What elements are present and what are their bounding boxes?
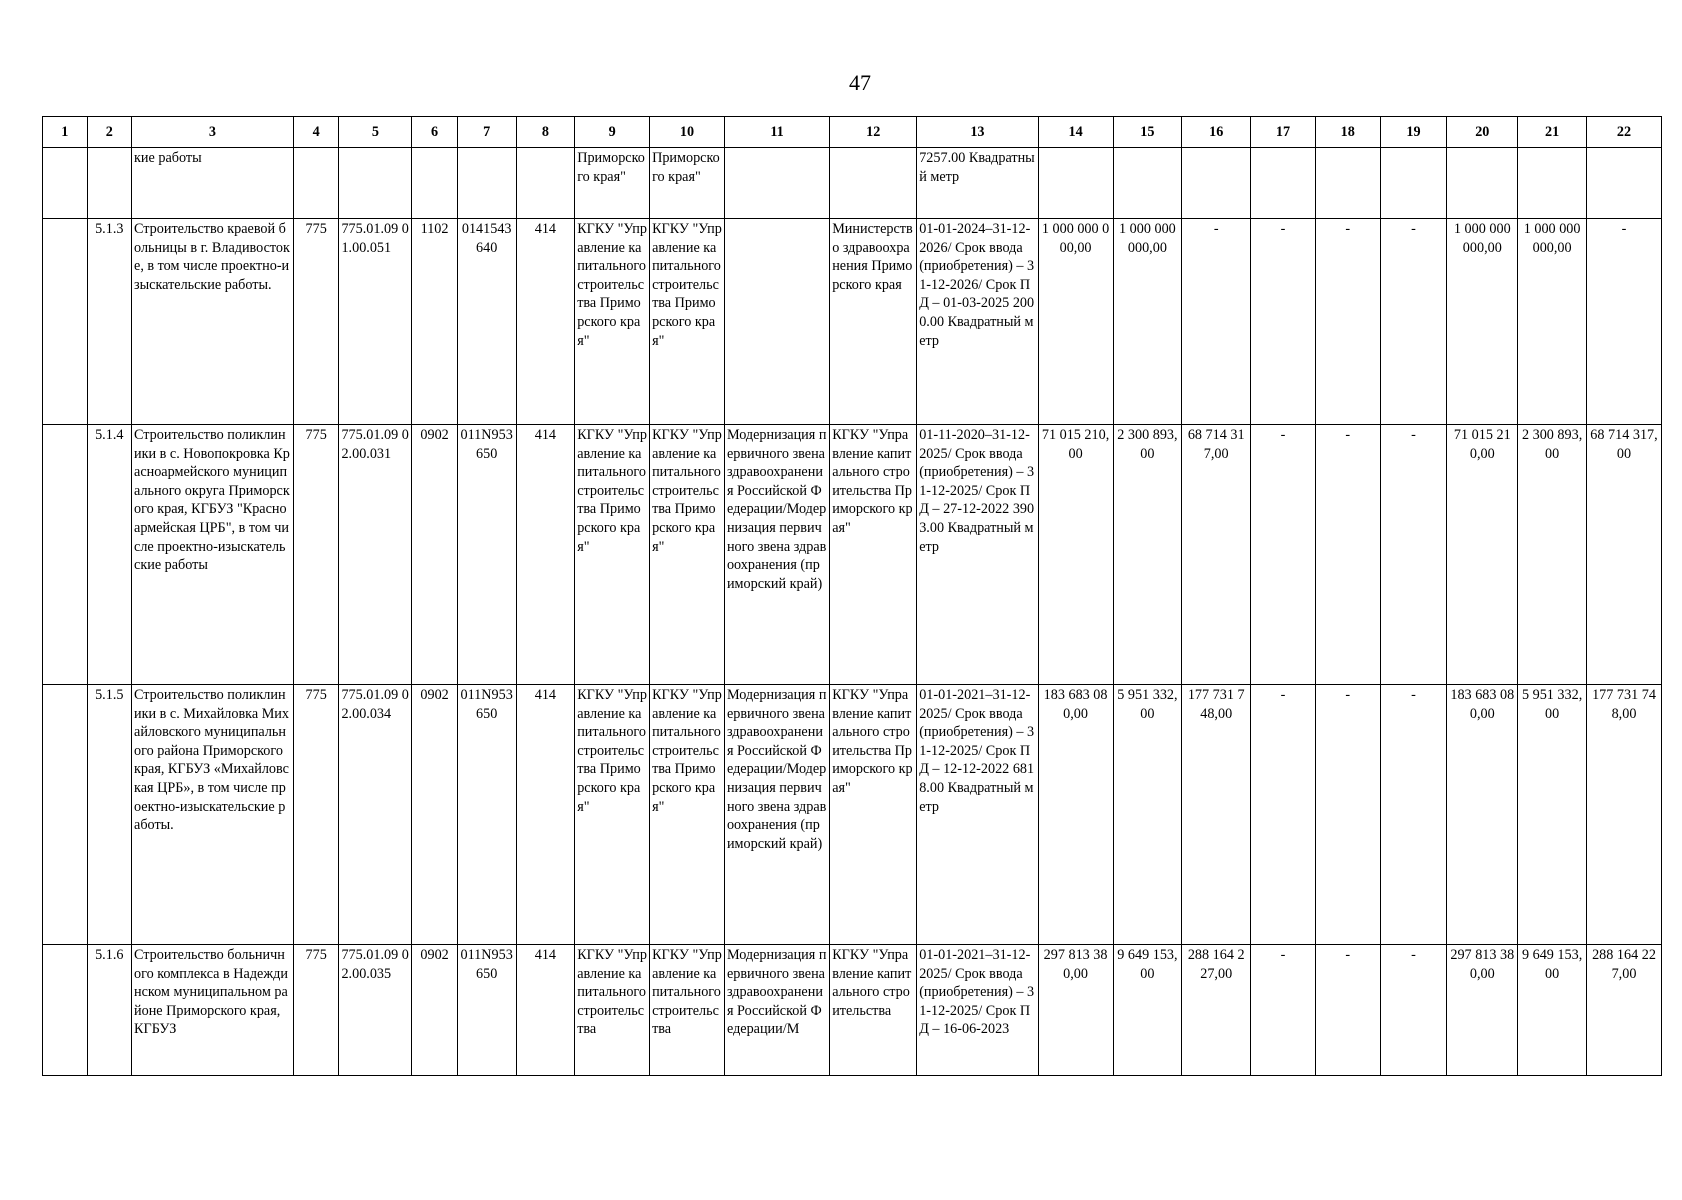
table-cell-col-6: 0902 [412,685,458,945]
table-cell-col-10: КГКУ "Управление капитального строительства Приморского края" [650,219,725,425]
table-cell-col-16: 68 714 317,00 [1182,425,1251,685]
table-cell-col-9: Приморского края" [575,148,650,219]
table-cell-col-10: КГКУ "Управление капитального строительства [650,945,725,1076]
column-header: 3 [132,117,294,148]
column-header: 8 [516,117,575,148]
table-cell-col-16: 177 731 748,00 [1182,685,1251,945]
table-cell-col-12: КГКУ "Управление капитального строительства Приморского края" [830,425,917,685]
table-cell-col-19: - [1380,685,1447,945]
column-header: 19 [1380,117,1447,148]
table-cell-col-22 [1587,148,1662,219]
table-cell-col-11 [724,219,829,425]
table-cell-col-18: - [1315,219,1380,425]
table-cell-col-4: 775 [293,425,339,685]
table-cell-col-13: 01-01-2021–31-12-2025/ Срок ввода (приобретения) – 31-12-2025/ Срок ПД – 12-12-2022 6818.00 Квадратный метр [917,685,1038,945]
column-header: 16 [1182,117,1251,148]
table-cell-col-14: 1 000 000 000,00 [1038,219,1113,425]
table-cell-col-19: - [1380,219,1447,425]
table-cell-col-17: - [1251,219,1316,425]
table-cell-col-20: 183 683 080,00 [1447,685,1518,945]
table-cell-col-9: КГКУ "Управление капитального строительства [575,945,650,1076]
table-cell-col-11: Модернизация первичного звена здравоохранения Российской Федерации/Модернизация первичного звена здравоохранения (приморский край) [724,425,829,685]
table-cell-col-4: 775 [293,945,339,1076]
table-cell-col-11 [724,148,829,219]
table-cell-col-12: КГКУ "Управление капитального строительства [830,945,917,1076]
table-row [43,219,1662,425]
table-cell-col-7: 0141543640 [457,219,516,425]
table-row [43,148,1662,219]
page-number: 47 [849,70,871,95]
table-cell-col-1 [43,425,88,685]
table-cell-col-21: 9 649 153,00 [1518,945,1587,1076]
table-cell-col-1 [43,685,88,945]
table-cell-col-1 [43,945,88,1076]
table-row [43,945,1662,1076]
table-cell-col-3: Строительство поликлиники в с. Михайловка Михайловского муниципального района Приморского края, КГБУЗ «Михайловская ЦРБ», в том числе проектно-изыскательские работы. [132,685,294,945]
table-cell-col-16 [1182,148,1251,219]
table-cell-col-8: 414 [516,425,575,685]
table-cell-col-22: - [1587,219,1662,425]
table-row [43,685,1662,945]
table-cell-col-17 [1251,148,1316,219]
table-row [43,425,1662,685]
table-cell-col-7: 011N953650 [457,425,516,685]
column-header: 1 [43,117,88,148]
column-header: 13 [917,117,1038,148]
table-cell-col-5: 775.01.09 02.00.034 [339,685,412,945]
table-cell-col-16: - [1182,219,1251,425]
table-cell-col-7: 011N953650 [457,945,516,1076]
column-header: 18 [1315,117,1380,148]
table-cell-col-4: 775 [293,685,339,945]
column-header: 21 [1518,117,1587,148]
column-header: 2 [87,117,132,148]
table-cell-col-18: - [1315,685,1380,945]
table-cell-col-2 [87,148,132,219]
column-header: 6 [412,117,458,148]
column-header: 9 [575,117,650,148]
table-cell-col-2: 5.1.4 [87,425,132,685]
column-header: 15 [1113,117,1182,148]
table-cell-col-8: 414 [516,685,575,945]
table-cell-col-5: 775.01.09 01.00.051 [339,219,412,425]
table-cell-col-15 [1113,148,1182,219]
table-cell-col-13: 01-01-2021–31-12-2025/ Срок ввода (приобретения) – 31-12-2025/ Срок ПД – 16-06-2023 [917,945,1038,1076]
table-cell-col-21: 1 000 000 000,00 [1518,219,1587,425]
table-cell-col-14: 297 813 380,00 [1038,945,1113,1076]
column-header: 14 [1038,117,1113,148]
table-cell-col-14: 183 683 080,00 [1038,685,1113,945]
table-cell-col-13: 01-11-2020–31-12-2025/ Срок ввода (приобретения) – 31-12-2025/ Срок ПД – 27-12-2022 3903.00 Квадратный метр [917,425,1038,685]
table-cell-col-9: КГКУ "Управление капитального строительства Приморского края" [575,219,650,425]
table-cell-col-15: 1 000 000 000,00 [1113,219,1182,425]
table-cell-col-17: - [1251,945,1316,1076]
table-cell-col-4 [293,148,339,219]
table-cell-col-5: 775.01.09 02.00.035 [339,945,412,1076]
table-cell-col-5: 775.01.09 02.00.031 [339,425,412,685]
column-header: 10 [650,117,725,148]
table-cell-col-17: - [1251,685,1316,945]
table-cell-col-1 [43,219,88,425]
column-header: 22 [1587,117,1662,148]
table-cell-col-9: КГКУ "Управление капитального строительства Приморского края" [575,425,650,685]
table-cell-col-18: - [1315,425,1380,685]
header-row [43,117,1662,148]
table-cell-col-22: 177 731 748,00 [1587,685,1662,945]
table-cell-col-19: - [1380,425,1447,685]
table-cell-col-6: 1102 [412,219,458,425]
table-cell-col-10: КГКУ "Управление капитального строительства Приморского края" [650,425,725,685]
table-cell-col-22: 288 164 227,00 [1587,945,1662,1076]
table-cell-col-20 [1447,148,1518,219]
table-cell-col-12: Министерство здравоохранения Приморского края [830,219,917,425]
table-cell-col-19 [1380,148,1447,219]
column-header: 11 [724,117,829,148]
table-cell-col-20: 1 000 000 000,00 [1447,219,1518,425]
table-cell-col-20: 71 015 210,00 [1447,425,1518,685]
table-cell-col-11: Модернизация первичного звена здравоохранения Российской Федерации/Модернизация первичного звена здравоохранения (приморский край) [724,685,829,945]
table-cell-col-18: - [1315,945,1380,1076]
table-cell-col-15: 2 300 893,00 [1113,425,1182,685]
column-header: 17 [1251,117,1316,148]
table-cell-col-21: 5 951 332,00 [1518,685,1587,945]
table-cell-col-9: КГКУ "Управление капитального строительства Приморского края" [575,685,650,945]
table-cell-col-2: 5.1.3 [87,219,132,425]
table-cell-col-3: Строительство поликлиники в с. Новопокровка Красноармейского муниципального округа Приморского края, КГБУЗ "Красноармейская ЦРБ", в том числе проектно-изыскательские работы [132,425,294,685]
column-header: 12 [830,117,917,148]
column-header: 4 [293,117,339,148]
table-cell-col-5 [339,148,412,219]
table-cell-col-8 [516,148,575,219]
table-cell-col-3: Строительство краевой больницы в г. Владивостоке, в том числе проектно-изыскательские работы. [132,219,294,425]
table-cell-col-3: кие работы [132,148,294,219]
table-cell-col-7 [457,148,516,219]
table-cell-col-7: 011N953650 [457,685,516,945]
table-cell-col-10: Приморского края" [650,148,725,219]
table-cell-col-16: 288 164 227,00 [1182,945,1251,1076]
table-cell-col-19: - [1380,945,1447,1076]
table-cell-col-21: 2 300 893,00 [1518,425,1587,685]
table-cell-col-1 [43,148,88,219]
table-cell-col-14 [1038,148,1113,219]
table-cell-col-2: 5.1.6 [87,945,132,1076]
table-cell-col-13: 7257.00 Квадратный метр [917,148,1038,219]
table-cell-col-20: 297 813 380,00 [1447,945,1518,1076]
table-cell-col-8: 414 [516,945,575,1076]
column-header: 7 [457,117,516,148]
column-header: 20 [1447,117,1518,148]
table-cell-col-15: 5 951 332,00 [1113,685,1182,945]
table-cell-col-22: 68 714 317,00 [1587,425,1662,685]
table-cell-col-13: 01-01-2024–31-12-2026/ Срок ввода (приобретения) – 31-12-2026/ Срок ПД – 01-03-2025 2000.00 Квадратный метр [917,219,1038,425]
table-cell-col-6: 0902 [412,945,458,1076]
table-cell-col-2: 5.1.5 [87,685,132,945]
table-cell-col-15: 9 649 153,00 [1113,945,1182,1076]
table-cell-col-14: 71 015 210,00 [1038,425,1113,685]
table-cell-col-6 [412,148,458,219]
table-cell-col-11: Модернизация первичного звена здравоохранения Российской Федерации/М [724,945,829,1076]
table-cell-col-18 [1315,148,1380,219]
table-cell-col-10: КГКУ "Управление капитального строительства Приморского края" [650,685,725,945]
table-cell-col-4: 775 [293,219,339,425]
table-cell-col-17: - [1251,425,1316,685]
budget-table [42,116,1662,1076]
table-body [43,148,1662,1076]
table-cell-col-12: КГКУ "Управление капитального строительства Приморского края" [830,685,917,945]
table-cell-col-21 [1518,148,1587,219]
column-header: 5 [339,117,412,148]
table-cell-col-12 [830,148,917,219]
table-cell-col-3: Строительство больничного комплекса в Надеждинском муниципальном районе Приморского края, КГБУЗ [132,945,294,1076]
table-cell-col-6: 0902 [412,425,458,685]
table-cell-col-8: 414 [516,219,575,425]
